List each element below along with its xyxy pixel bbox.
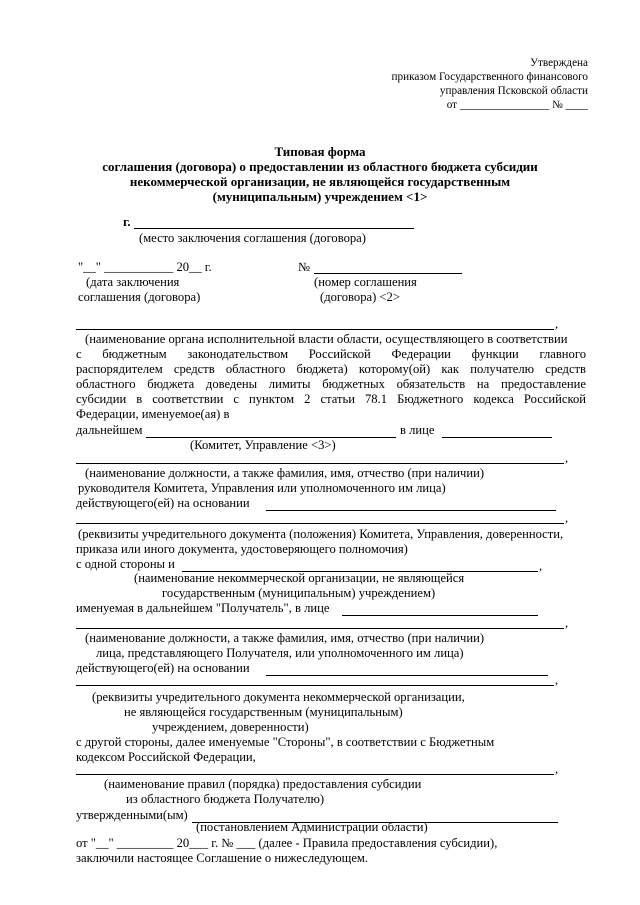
p1-line-4: областного бюджета доведены лимиты бюджетных обязательств на предоставление	[76, 377, 586, 391]
number-prefix: №	[298, 260, 311, 274]
number-caption-2: (договора) <2>	[320, 290, 400, 304]
acting-basis-field[interactable]	[266, 510, 556, 511]
comma: ,	[539, 559, 543, 573]
in-person-field[interactable]	[442, 437, 552, 438]
title-line-2: соглашения (договора) о предоставлении из областного бюджета субсидии	[102, 159, 538, 174]
title-line-4: (муниципальным) учреждением <1>	[212, 189, 428, 204]
requisites-field-2[interactable]	[76, 685, 554, 686]
approved-by-label: утвержденными(ым)	[76, 808, 188, 822]
acting-basis-label-2: действующего(ей) на основании	[76, 661, 250, 675]
recipient-named-label: именуемая в дальнейшем "Получатель", в лице	[76, 601, 330, 615]
p1-line-5: субсидии в соответствии с пунктом 2 статьи 78.1 Бюджетного кодекса Российской	[76, 392, 586, 406]
p1-line-6: Федерации, именуемое(ая) в	[76, 407, 230, 421]
number-field[interactable]	[314, 273, 462, 274]
place-field[interactable]	[134, 228, 414, 229]
other-side-line-1: с другой стороны, далее именуемые "Стороны", в соответствии с Бюджетным	[76, 735, 495, 749]
p5-line-3: учреждением, доверенности)	[152, 720, 309, 734]
p1-line-3: распорядителем средств областного бюджета) которому(ой) как получателю средств	[76, 362, 586, 376]
p1-justified	[76, 347, 586, 407]
comma: ,	[565, 451, 569, 465]
p2-line-2: руководителя Комитета, Управления или уполномоченного им лица)	[78, 481, 446, 495]
final-line-1: от "__" _________ 20___ г. № ___ (далее - Правила предоставления субсидии),	[76, 836, 498, 850]
date-caption-2: соглашения (договора)	[78, 290, 201, 304]
approval-line-4: от ________________ № ____	[446, 99, 588, 111]
p4-line-1: (наименование должности, а также фамилия, имя, отчество (при наличии)	[85, 631, 485, 645]
recipient-person-field[interactable]	[342, 615, 538, 616]
in-person-label: в лице	[400, 423, 435, 437]
p2-line-1: (наименование должности, а также фамилия, имя, отчество (при наличии)	[85, 466, 485, 480]
nko-caption-1: (наименование некоммерческой организации, не являющейся	[134, 571, 465, 585]
acting-basis-field-2[interactable]	[266, 675, 548, 676]
approval-line-3: управления Псковской области	[439, 85, 588, 97]
p3-line-1: (реквизиты учредительного документа (положения) Комитета, Управления, доверенности,	[78, 527, 564, 541]
comma: ,	[565, 511, 569, 525]
p3-line-2: приказа или иного документа, удостоверяющего полномочия)	[76, 542, 408, 556]
p5-line-2: не являющейся государственным (муниципальным)	[124, 705, 403, 719]
date-caption-1: (дата заключения	[86, 275, 180, 289]
position-field-2[interactable]	[76, 628, 564, 629]
title-line-1: Типовая форма	[274, 144, 366, 159]
approval-line-2: приказом Государственного финансового	[391, 71, 588, 83]
comma: ,	[565, 616, 569, 630]
nko-caption-2: государственным (муниципальным) учреждением)	[162, 586, 436, 600]
resolution-caption: (постановлением Администрации области)	[196, 820, 428, 834]
comma: ,	[555, 762, 559, 776]
place-caption: (место заключения соглашения (договора)	[139, 231, 366, 245]
acting-basis-label: действующего(ей) на основании	[76, 496, 250, 510]
requisites-field[interactable]	[76, 523, 564, 524]
further-label: дальнейшем	[76, 423, 143, 437]
p1-line-1: (наименование органа исполнительной власти области, осуществляющего в соответствии	[85, 332, 568, 346]
title-line-3: некоммерческой организации, не являющейся государственным	[129, 174, 511, 189]
number-caption-1: (номер соглашения	[314, 275, 417, 289]
authority-field[interactable]	[76, 329, 554, 330]
other-side-line-2: кодексом Российской Федерации,	[76, 750, 256, 764]
rules-caption-2: из областного бюджета Получателю)	[126, 792, 325, 806]
final-line-2: заключили настоящее Соглашение о нижеследующем.	[76, 851, 369, 865]
place-prefix: г.	[123, 214, 131, 229]
date-line[interactable]: "__" ___________ 20__ г.	[78, 260, 212, 274]
rules-caption-1: (наименование правил (порядка) предоставления субсидии	[104, 777, 422, 791]
position-field[interactable]	[76, 463, 564, 464]
approval-line-1: Утверждена	[530, 57, 588, 69]
rules-field[interactable]	[76, 774, 554, 775]
comma: ,	[555, 317, 559, 331]
committee-caption: (Комитет, Управление <3>)	[190, 438, 336, 452]
p4-line-2: лица, представляющего Получателя, или уполномоченного им лица)	[96, 646, 464, 660]
p5-line-1: (реквизиты учредительного документа некоммерческой организации,	[92, 690, 465, 704]
p1-line-2: с бюджетным законодательством Российской Федерации функции главного	[76, 347, 586, 361]
one-side-label: с одной стороны и	[76, 557, 175, 571]
comma: ,	[555, 673, 559, 687]
document-title	[0, 144, 640, 204]
